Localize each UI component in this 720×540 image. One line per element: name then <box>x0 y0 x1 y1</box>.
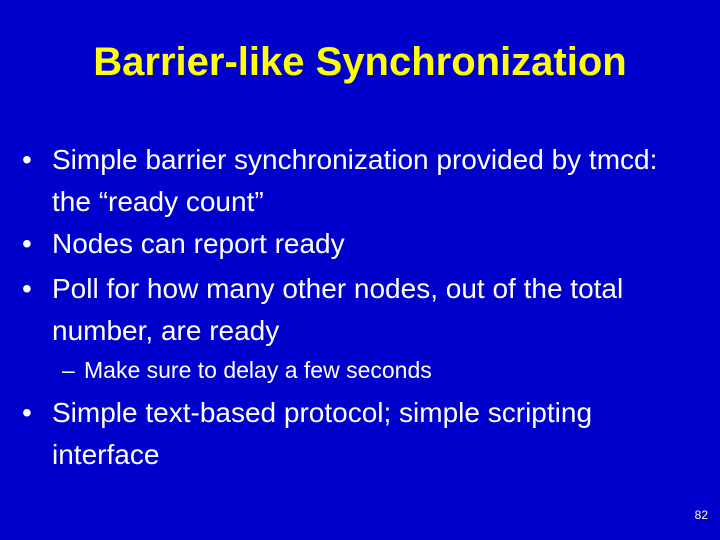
bullet-item-1 <box>22 139 702 223</box>
bullet-text: Poll for how many other nodes, out of the total number, are ready <box>52 273 624 346</box>
sub-bullet-marker: – <box>62 357 75 383</box>
bullet-marker: • <box>22 144 32 175</box>
bullet-text: Simple text-based protocol; simple scripting interface <box>52 397 593 470</box>
bullet-marker: • <box>22 228 32 259</box>
sub-bullet-text: Make sure to delay a few seconds <box>84 357 432 383</box>
slide-title: Barrier-like Synchronization <box>93 40 627 84</box>
bullet-item-3 <box>22 268 702 352</box>
bullet-text: Nodes can report ready <box>52 228 345 259</box>
bullet-item-4 <box>22 392 702 476</box>
bullet-marker: • <box>22 273 32 304</box>
page-number: 82 <box>694 508 708 522</box>
bullet-marker: • <box>22 397 32 428</box>
bullet-item-2 <box>22 223 702 265</box>
sub-bullet-item-1 <box>62 355 692 385</box>
bullet-text: Simple barrier synchronization provided by tmcd: the “ready count” <box>52 144 658 217</box>
